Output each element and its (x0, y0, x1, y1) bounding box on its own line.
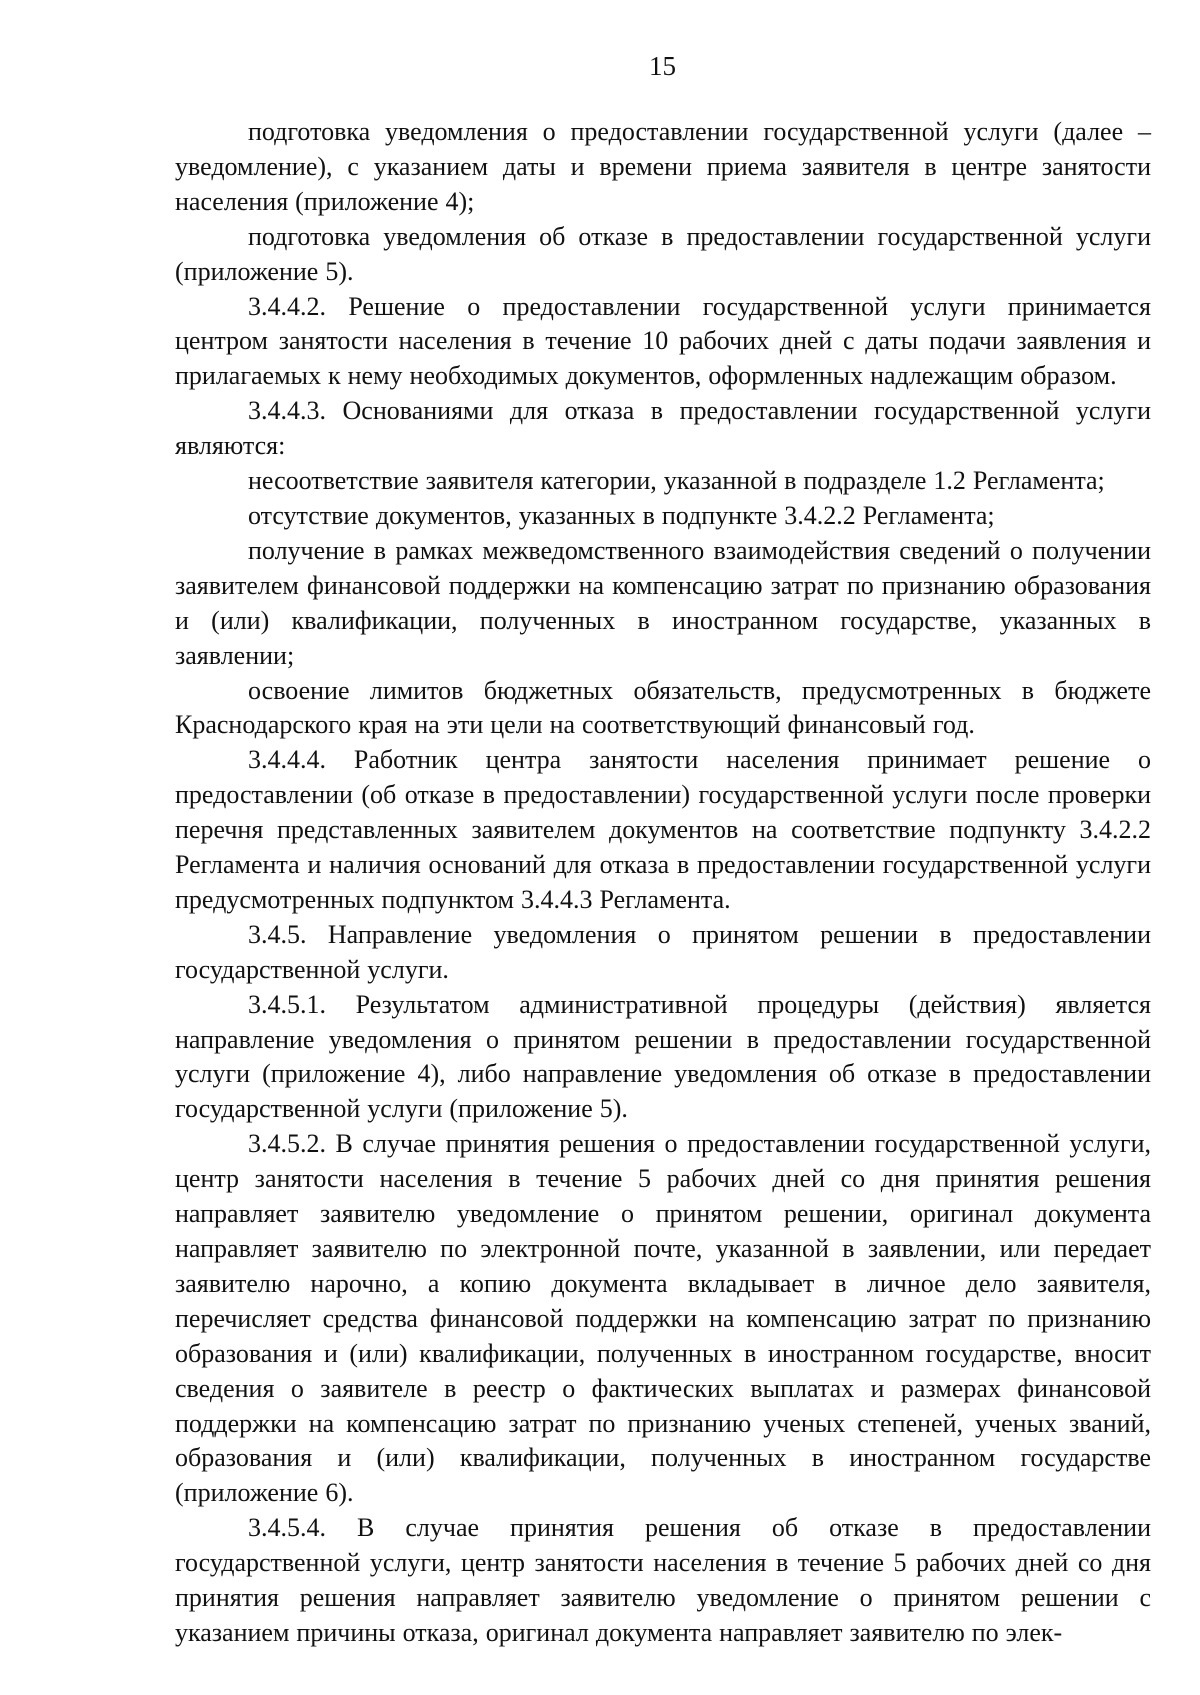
paragraph: 3.4.5.2. В случае принятия решения о предоставлении государственной услуги, центр занятости населения в течение 5 рабочих дней со дня принятия решения направляет заявителю уведомление о принятом решении, оригинал документа направляет заявителю по электронной почте, указанной в заявлении, или передает заявителю нарочно, а копию документа вкладывает в личное дело заявителя, перечисляет средства финансовой поддержки на компенсацию затрат по признанию образования и (или) квалификации, полученных в иностранном государстве, вносит сведения о заявителе в реестр о фактических выплатах и размерах финансовой поддержки на компенсацию затрат по признанию ученых степеней, ученых званий, образования и (или) квалификации, полученных в иностранном государстве (приложение 6). (175, 1129, 1151, 1508)
page-number: 15 (649, 51, 676, 81)
paragraph: 3.4.5.4. В случае принятия решения об отказе в предоставлении государственной услуги, центр занятости населения в течение 5 рабочих дней со дня принятия решения направляет заявителю уведомление о принятом решении с указанием причины отказа, оригинал документа направляет заявителю по элек- (175, 1513, 1151, 1647)
document-body (175, 115, 1151, 1651)
paragraph: подготовка уведомления об отказе в предоставлении государственной услуги (приложение 5). (175, 221, 1151, 286)
paragraph: подготовка уведомления о предоставлении государственной услуги (далее – уведомление), с указанием даты и времени приема заявителя в центре занятости населения (приложение 4); (175, 117, 1151, 216)
paragraph: 3.4.4.4. Работник центра занятости населения принимает решение о предоставлении (об отказе в предоставлении) государственной услуги после проверки перечня представленных заявителем документов на соответствие подпункту 3.4.2.2 Регламента и наличия оснований для отказа в предоставлении государственной услуги предусмотренных подпунктом 3.4.4.3 Регламента. (175, 745, 1151, 914)
paragraph: 3.4.5. Направление уведомления о принятом решении в предоставлении государственной услуги. (175, 919, 1151, 984)
paragraph: 3.4.4.2. Решение о предоставлении государственной услуги принимается центром занятости населения в течение 10 рабочих дней с даты подачи заявления и прилагаемых к нему необходимых документов, оформленных надлежащим образом. (175, 291, 1151, 391)
paragraph: освоение лимитов бюджетных обязательств, предусмотренных в бюджете Краснодарского края на эти цели на соответствующий финансовый год. (175, 675, 1151, 740)
paragraph: 3.4.4.3. Основаниями для отказа в предоставлении государственной услуги являются: (175, 396, 1151, 461)
paragraph: несоответствие заявителя категории, указанной в подразделе 1.2 Регламента; (248, 466, 1105, 496)
paragraph: отсутствие документов, указанных в подпункте 3.4.2.2 Регламента; (248, 500, 995, 530)
paragraph: получение в рамках межведомственного взаимодействия сведений о получении заявителем финансовой поддержки на компенсацию затрат по признанию образования и (или) квалификации, полученных в иностранном государстве, указанных в заявлении; (175, 535, 1151, 670)
paragraph: 3.4.5.1. Результатом административной процедуры (действия) является направление уведомления о принятом решении в предоставлении государственной услуги (приложение 4), либо направление уведомления об отказе в предоставлении государственной услуги (приложение 5). (175, 989, 1151, 1124)
